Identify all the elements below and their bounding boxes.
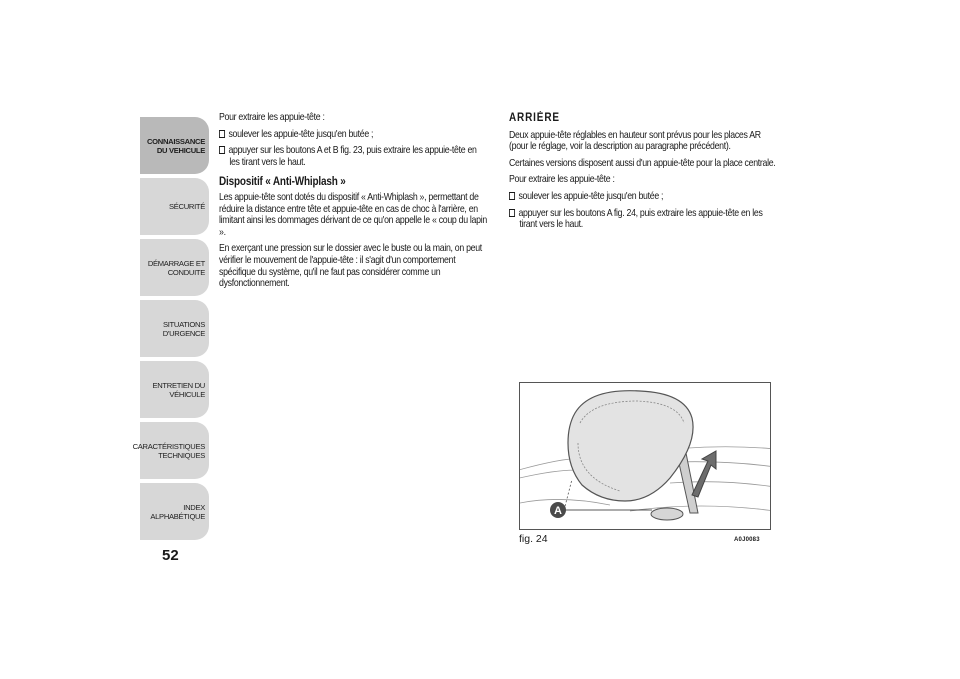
tab-entretien-du-vehicule[interactable]	[140, 361, 209, 418]
tab-demarrage-et-conduite[interactable]	[140, 239, 209, 296]
checkbox-bullet-icon	[509, 209, 515, 217]
callout-a-label: A	[554, 505, 562, 517]
tab-connaissance-du-vehicule[interactable]	[140, 117, 209, 174]
tab-label: CARACTÉRISTIQUES TECHNIQUES	[132, 441, 205, 460]
page-number: 52	[162, 547, 179, 564]
headrest-cushion	[568, 391, 693, 501]
intro-text: Pour extraire les appuie-tête :	[219, 112, 325, 123]
paragraph: En exerçant une pression sur le dossier avec le buste ou la main, on peut vérifier le mouvement de l'appuie-tête : il s'agit d'un comportement spécifique du système, qu'il ne faut pas considérer comme un dysfonctionnement.	[219, 243, 482, 290]
bullet-text: soulever les appuie-tête jusqu'en butée ;	[518, 190, 664, 202]
intro-text: Pour extraire les appuie-tête :	[509, 174, 615, 186]
bullet-item	[219, 145, 487, 168]
paragraph: Deux appuie-tête réglables en hauteur sont prévus pour les places AR (pour le réglage, voir la description au paragraphe précédent).	[509, 129, 761, 153]
section-heading: ARRIÈRE	[509, 111, 560, 124]
tab-label: SÉCURITÉ	[169, 202, 205, 211]
bullet-text: soulever les appuie-tête jusqu'en butée ;	[228, 128, 374, 140]
tab-securite[interactable]	[140, 178, 209, 235]
tab-label: INDEX ALPHABÉTIQUE	[150, 502, 205, 521]
checkbox-bullet-icon	[509, 192, 515, 200]
tab-situations-d-urgence[interactable]	[140, 300, 209, 357]
tab-label: CONNAISSANCE DU VEHICULE	[147, 136, 205, 155]
paragraph: Certaines versions disposent aussi d'un appuie-tête pour la place centrale.	[509, 157, 776, 169]
figure-code: A0J0083	[734, 537, 760, 543]
bullet-item	[509, 191, 777, 203]
tab-label: ENTRETIEN DU VÉHICULE	[152, 380, 205, 399]
left-column	[219, 112, 487, 295]
tab-label: DÉMARRAGE ET CONDUITE	[147, 258, 205, 277]
checkbox-bullet-icon	[219, 146, 225, 154]
bullet-text: appuyer sur les boutons A et B fig. 23, puis extraire les appuie-tête en les tirant vers le haut.	[228, 145, 477, 168]
release-button-a	[651, 508, 683, 520]
bullet-item	[219, 129, 487, 141]
checkbox-bullet-icon	[219, 130, 225, 138]
bullet-text: appuyer sur les boutons A fig. 24, puis extraire les appuie-tête en les tirant vers le haut.	[518, 207, 763, 231]
paragraph: Les appuie-tête sont dotés du dispositif « Anti-Whiplash », permettant de réduire la distance entre tête et appuie-tête en cas de choc à l'arrière, en limitant ainsi les dommages dérivant de ce qu'on appelle le « coup du lapin ».	[219, 191, 487, 238]
headrest-drawing	[520, 383, 771, 530]
arrow-up-icon	[692, 451, 716, 497]
tab-caracteristiques-techniques[interactable]	[132, 422, 209, 479]
tab-index-alphabetique[interactable]	[140, 483, 209, 540]
headrest-illustration	[519, 382, 771, 530]
tab-label: SITUATIONS D'URGENCE	[162, 319, 205, 338]
figure-caption: fig. 24	[519, 533, 548, 545]
bullet-item	[509, 208, 777, 231]
right-column	[509, 112, 777, 236]
section-heading: Dispositif « Anti-Whiplash »	[219, 175, 346, 189]
